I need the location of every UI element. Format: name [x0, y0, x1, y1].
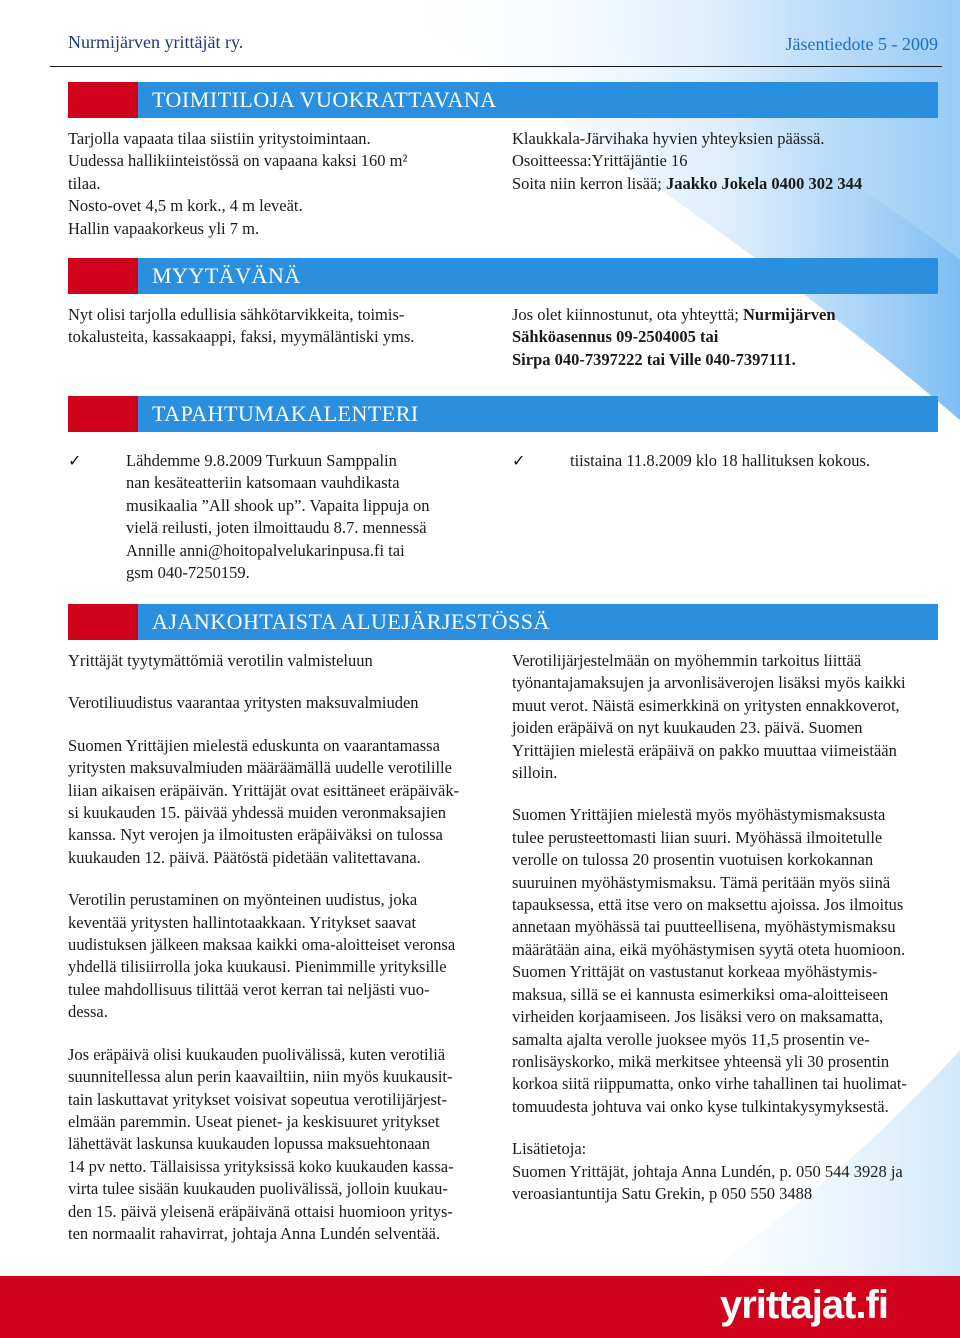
text-line: tulee perusteettomasti liian suuri. Myöhässä ilmoitetulle	[512, 827, 883, 847]
text-line: Nosto-ovet 4,5 m kork., 4 m leveät.	[68, 196, 303, 216]
text-line: Annille anni@hoitopalvelukarinpusa.fi tai	[126, 540, 405, 560]
text-line: lähettävät laskunsa kuukauden lopussa maksuehtonaan	[68, 1134, 430, 1154]
text-line: samalta ajalta verolle juoksee myös 11,5 prosentin ve-	[512, 1029, 870, 1049]
text-line: veroasiantuntija Satu Grekin, p 050 550 3488	[512, 1183, 813, 1203]
news-left-column	[68, 650, 498, 1245]
text-line: tain laskuttavat yritykset voisivat sopeutua verotilijärjest-	[68, 1089, 447, 1109]
text-line: Nyt olisi tarjolla edullisia sähkötarvikkeita, toimis-	[68, 305, 405, 324]
text-line: musikaalia ”All shook up”. Vapaita lippuja on	[126, 495, 430, 515]
text-line: Hallin vapaakorkeus yli 7 m.	[68, 218, 260, 238]
calendar-right-text	[570, 450, 940, 472]
checkmark-icon: ✓	[512, 451, 526, 470]
text-line: suuruinen myöhästymismaksu. Tämä peritään myös siinä	[512, 872, 891, 892]
text-line: tokalusteita, kassakaappi, faksi, myymäläntiski yms.	[68, 327, 415, 347]
contact-line	[512, 173, 942, 195]
text-line: Tarjolla vapaata tilaa siistiin yritystoimintaan.	[68, 129, 371, 148]
text-line: kuukauden 12. päivä. Päätöstä pidetään valitettavana.	[68, 847, 421, 867]
sale-left-text	[68, 304, 498, 349]
text-line: Yrittäjien mielestä eräpäivä on pakko muuttaa viimeistään	[512, 740, 897, 760]
text-line: vielä reilusti, joten ilmoittaudu 8.7. mennessä	[126, 518, 427, 538]
text-line: virheiden korjaamiseen. Jos lisäksi vero on maksamatta,	[512, 1007, 884, 1027]
text-line: dessa.	[68, 1002, 108, 1022]
text-line: annetaan myöhässä tai puutteellisena, myöhästymismaksu	[512, 917, 896, 937]
more-info-label: Lisätietoja:	[512, 1139, 587, 1159]
text-line: si kuukauden 15. päivää yhdessä muiden veronmaksajien	[68, 803, 447, 823]
contact-phone: Sähköasennus 09-2504005 tai	[512, 327, 719, 347]
band-accent	[68, 396, 138, 432]
text-line: 14 pv netto. Tällaisissa yrityksissä koko kuukauden kassa-	[68, 1156, 454, 1176]
text-line: tapauksessa, että itse vero on maksettu ajoissa. Jos ilmoitus	[512, 895, 904, 915]
sale-right-text	[512, 304, 942, 371]
text-line: elmään paremmin. Useat pienet- ja keskisuuret yritykset	[68, 1111, 440, 1131]
text-line: yhdellä tilisiirrolla joka kuukausi. Pienimmille yrityksille	[68, 957, 447, 977]
band-accent	[68, 604, 138, 640]
text-line: tulee mahdollisuus tilittää verot kerran tai neljästi vuo-	[68, 979, 430, 999]
text-line: määrätään aina, eikä myöhästymisen syytä oteta huomioon.	[512, 939, 906, 959]
section-title-rent: TOIMITILOJA VUOKRATTAVANA	[152, 87, 497, 112]
checkmark-icon: ✓	[68, 451, 82, 470]
text-line: Lähdemme 9.8.2009 Turkuun Samppalin	[126, 451, 397, 470]
text-line: Suomen Yrittäjät, johtaja Anna Lundén, p. 050 544 3928 ja	[512, 1161, 903, 1181]
text-line: tomuudesta johtuva vai onko kyse tulkintakysymyksestä.	[512, 1096, 889, 1116]
text-line: verolle on tulossa 20 prosentin vuotuisen korkokannan	[512, 850, 874, 870]
header-divider	[50, 66, 942, 67]
contact-prefix: Soita niin kerron lisää;	[512, 173, 666, 193]
section-band-sale	[68, 258, 938, 294]
footer-logo[interactable]: yrittajat.fi	[719, 1283, 888, 1327]
contact-name: Jaakko Jokela 0400 302 344	[665, 173, 863, 193]
text-line: virta tulee sisään kuukauden puolivälissä, jolloin kuukau-	[68, 1179, 448, 1199]
calendar-left-text	[126, 450, 506, 584]
text-line: Osoitteessa:Yrittäjäntie 16	[512, 151, 688, 171]
contact-company: Nurmijärven	[742, 305, 836, 324]
text-line: nan kesäteatteriin katsomaan vauhdikasta	[126, 473, 400, 493]
article-subheading: Verotiliuudistus vaarantaa yritysten maksuvalmiuden	[68, 693, 419, 713]
text-line: maksua, sillä se ei kannusta esimerkiksi oma-aloitteiseen	[512, 984, 889, 1004]
text-line: työnantajamaksujen ja arvonlisäverojen lisäksi myös kaikki	[512, 673, 906, 693]
text-line: Suomen Yrittäjien mielestä myös myöhästymismaksusta	[512, 805, 886, 825]
text-line: Verotilin perustaminen on myönteinen uudistus, joka	[68, 890, 418, 910]
contact-persons: Sirpa 040-7397222 tai Ville 040-7397111.	[512, 349, 796, 369]
section-band-rent	[68, 82, 938, 118]
org-name: Nurmijärven yrittäjät ry.	[68, 32, 244, 52]
band-accent	[68, 82, 138, 118]
article-heading: Yrittäjät tyytymättömiä verotilin valmisteluun	[68, 651, 373, 670]
text-line: liian aikaisen eräpäivän. Yrittäjät ovat esittäneet eräpäiväk-	[68, 780, 460, 800]
text-line: korkoa siitä riippumatta, onko virhe tahallinen tai huolimat-	[512, 1074, 907, 1094]
text-line: gsm 040-7250159.	[126, 563, 250, 583]
contact-prefix: Jos olet kiinnostunut, ota yhteyttä;	[512, 305, 743, 324]
section-title-news: AJANKOHTAISTA ALUEJÄRJESTÖSSÄ	[152, 609, 550, 634]
text-line: uudistuksen jälkeen maksaa kaikki oma-aloitteiset veronsa	[68, 935, 456, 955]
text-line: keventää yritysten hallintotaakkaan. Yritykset saavat	[68, 912, 417, 932]
band-accent	[68, 258, 138, 294]
text-line: den 15. päivä yleisenä eräpäivänä ottaisi huomioon yritys-	[68, 1201, 453, 1221]
text-line: silloin.	[512, 763, 558, 783]
news-right-column	[512, 650, 948, 1205]
section-band-news	[68, 604, 938, 640]
text-line: Uudessa hallikiinteistössä on vapaana kaksi 160 m²	[68, 151, 408, 171]
text-line: ronlisäyskorko, mikä merkitsee yhteensä yli 30 prosentin	[512, 1051, 890, 1071]
text-line: tilaa.	[68, 173, 101, 193]
text-line: Suomen Yrittäjät on vastustanut korkeaa myöhästymis-	[512, 962, 878, 982]
section-title-calendar: TAPAHTUMAKALENTERI	[152, 401, 419, 426]
rent-right-text	[512, 128, 942, 195]
text-line: yritysten maksuvalmiuden määräämällä uudelle verotilille	[68, 758, 452, 778]
text-line: Suomen Yrittäjien mielestä eduskunta on vaarantamassa	[68, 735, 440, 755]
text-line: tiistaina 11.8.2009 klo 18 hallituksen kokous.	[570, 451, 871, 470]
text-line: Jos eräpäivä olisi kuukauden puolivälissä, kuten verotiliä	[68, 1044, 446, 1064]
rent-left-text	[68, 128, 488, 240]
section-band-calendar	[68, 396, 938, 432]
text-line: ten normaalit rahavirrat, johtaja Anna Lundén selventää.	[68, 1223, 441, 1243]
issue-label: Jäsentiedote 5 - 2009	[785, 34, 938, 54]
section-title-sale: MYYTÄVÄNÄ	[152, 263, 301, 288]
contact-line	[512, 304, 942, 326]
text-line: suunnitellessa alun perin kaavailtiin, niin myös kuukausit-	[68, 1067, 453, 1087]
text-line: joiden eräpäivä on nyt kuukauden 23. päivä. Suomen	[512, 718, 863, 738]
text-line: Klaukkala-Järvihaka hyvien yhteyksien päässä.	[512, 129, 825, 148]
text-line: kanssa. Nyt verojen ja ilmoitusten eräpäiväksi on tulossa	[68, 825, 443, 845]
text-line: muut verot. Näistä esimerkkinä on yritysten ennakkoverot,	[512, 695, 900, 715]
text-line: Verotilijärjestelmään on myöhemmin tarkoitus liittää	[512, 651, 862, 670]
